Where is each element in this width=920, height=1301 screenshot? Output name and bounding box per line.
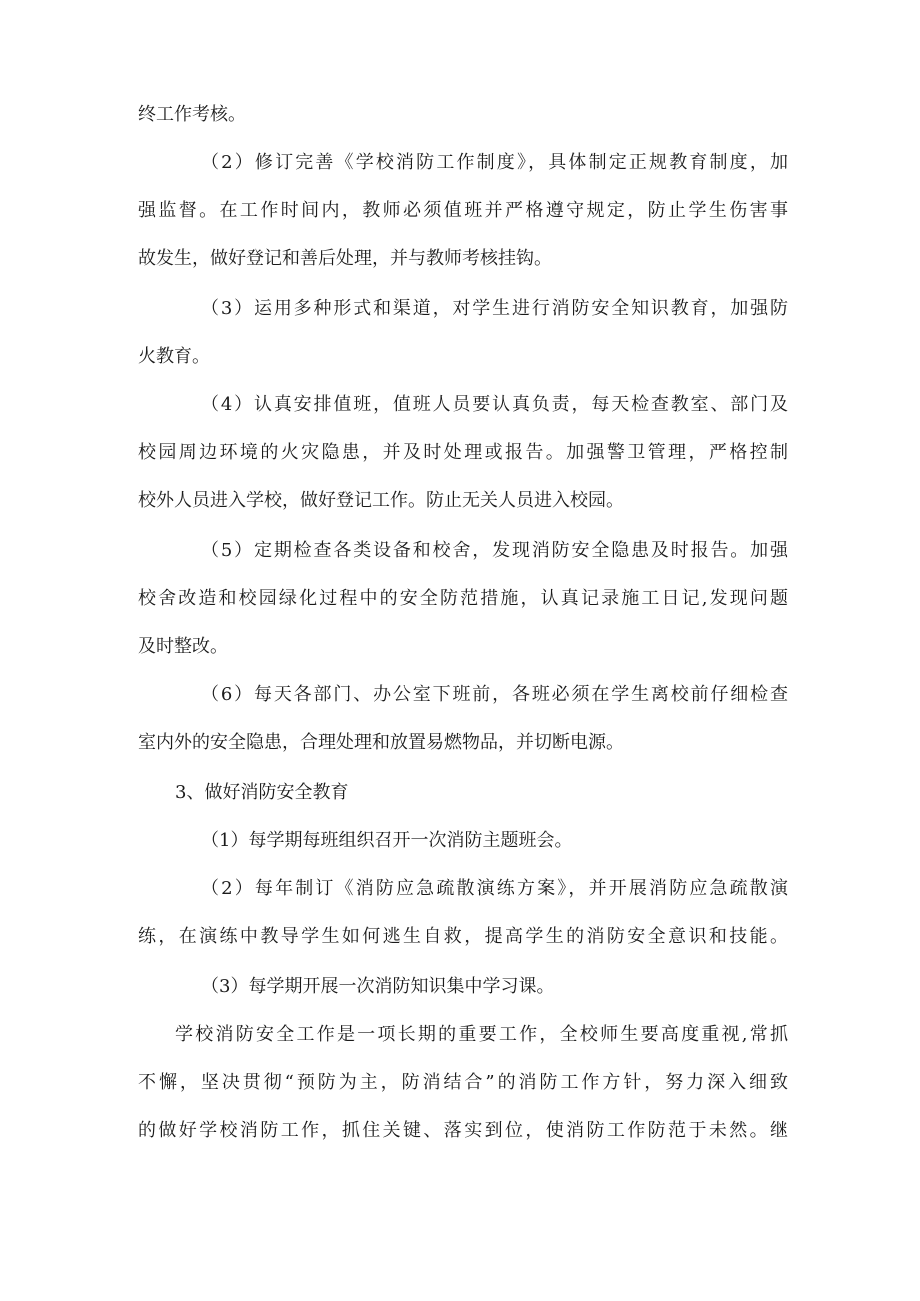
paragraph-line: （5）定期检查各类设备和校舍，发现消防安全隐患及时报告。加强 [201, 540, 788, 561]
paragraph-line: 练，在演练中教导学生如何逃生自救，提高学生的消防安全意识和技能。 [138, 926, 788, 947]
paragraph-line: 的做好学校消防工作，抓住关键、落实到位，使消防工作防范于未然。继 [138, 1120, 788, 1141]
paragraph-line: 强监督。在工作时间内，教师必须值班并严格遵守规定，防止学生伤害事 [138, 200, 788, 221]
paragraph-line: 终工作考核。 [138, 104, 246, 125]
paragraph-line: 校园周边环境的火灾隐患，并及时处理或报告。加强警卫管理，严格控制 [138, 442, 788, 463]
paragraph-line: 不懈，坚决贯彻“预防为主，防消结合”的消防工作方针，努力深入细致 [138, 1072, 788, 1093]
section-heading: 3、做好消防安全教育 [175, 782, 349, 803]
paragraph-line: （4）认真安排值班，值班人员要认真负责，每天检查教室、部门及 [201, 394, 788, 415]
paragraph-line: 及时整改。 [138, 636, 228, 657]
paragraph-line: （6）每天各部门、办公室下班前，各班必须在学生离校前仔细检查 [201, 684, 788, 705]
paragraph-line: （3）运用多种形式和渠道，对学生进行消防安全知识教育，加强防 [201, 298, 788, 319]
paragraph-line: （2）修订完善《学校消防工作制度》，具体制定正规教育制度，加 [201, 152, 788, 173]
paragraph-line: 校舍改造和校园绿化过程中的安全防范措施，认真记录施工日记,发现问题 [138, 588, 788, 609]
paragraph-line: （3）每学期开展一次消防知识集中学习课。 [201, 976, 555, 997]
paragraph-line: 故发生，做好登记和善后处理，并与教师考核挂钩。 [138, 248, 552, 269]
paragraph-line: 学校消防安全工作是一项长期的重要工作，全校师生要高度重视,常抓 [175, 1024, 788, 1045]
paragraph-line: 校外人员进入学校，做好登记工作。防止无关人员进入校园。 [138, 490, 624, 511]
paragraph-line: （1）每学期每班组织召开一次消防主题班会。 [201, 830, 573, 851]
paragraph-line: 火教育。 [138, 346, 210, 367]
paragraph-line: 室内外的安全隐患，合理处理和放置易燃物品，并切断电源。 [138, 732, 624, 753]
paragraph-line: （2）每年制订《消防应急疏散演练方案》，并开展消防应急疏散演 [201, 878, 788, 899]
